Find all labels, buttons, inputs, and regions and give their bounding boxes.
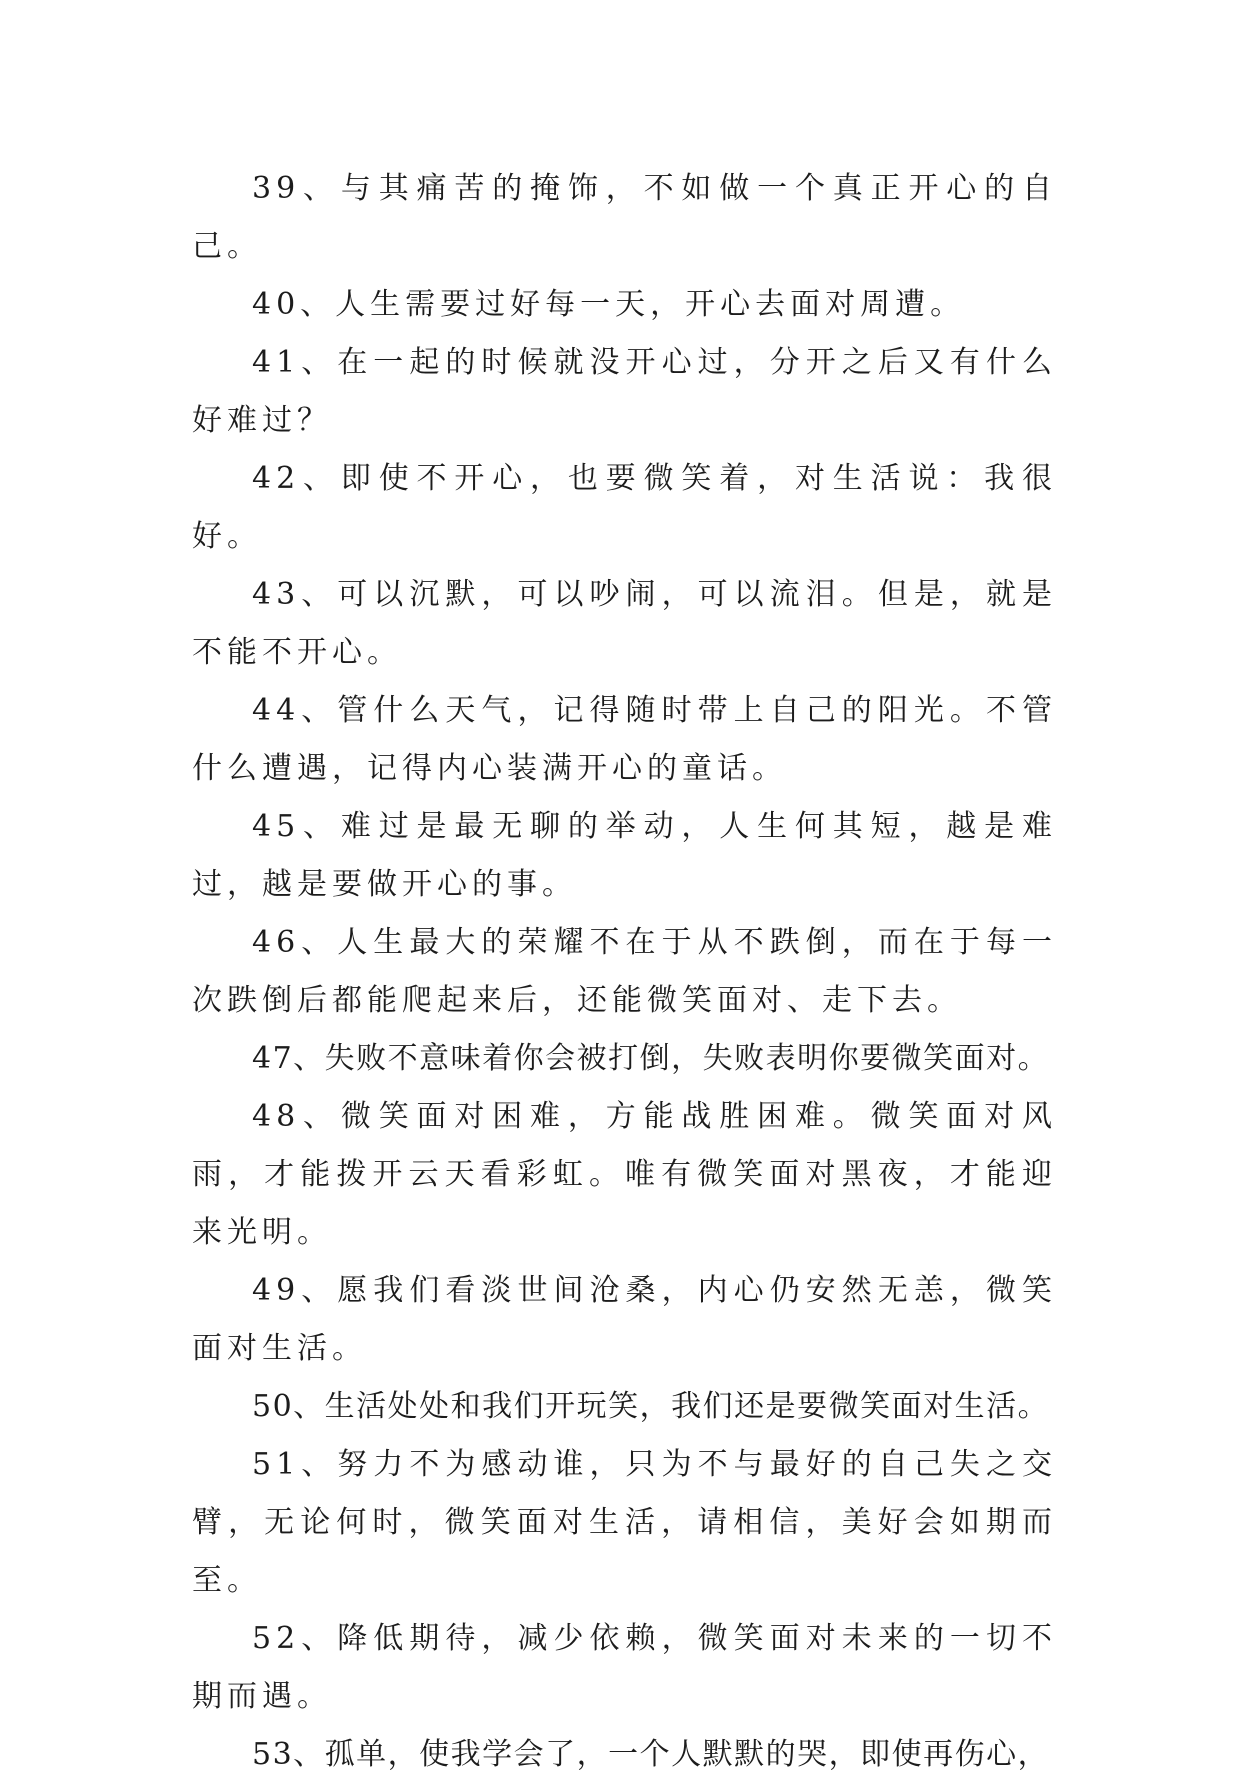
paragraph-39: 39、与其痛苦的掩饰，不如做一个真正开心的自己。 bbox=[192, 171, 1057, 264]
paragraph-49: 49、愿我们看淡世间沧桑，内心仍安然无恙，微笑面对生活。 bbox=[192, 1273, 1057, 1366]
paragraph-40: 40、人生需要过好每一天，开心去面对周遭。 bbox=[252, 287, 966, 322]
document-body bbox=[192, 160, 1057, 1784]
paragraph-47: 47、失败不意味着你会被打倒，失败表明你要微笑面对。 bbox=[252, 1041, 1050, 1076]
paragraph-48: 48、微笑面对困难，方能战胜困难。微笑面对风雨，才能拨开云天看彩虹。唯有微笑面对黑夜，才能迎来光明。 bbox=[192, 1099, 1057, 1250]
paragraph-43: 43、可以沉默，可以吵闹，可以流泪。但是，就是不能不开心。 bbox=[192, 577, 1057, 670]
paragraph-42: 42、即使不开心，也要微笑着，对生活说：我很好。 bbox=[192, 461, 1057, 554]
paragraph-51: 51、努力不为感动谁，只为不与最好的自己失之交臂，无论何时，微笑面对生活，请相信，美好会如期而至。 bbox=[192, 1447, 1057, 1598]
paragraph-44: 44、管什么天气，记得随时带上自己的阳光。不管什么遭遇，记得内心装满开心的童话。 bbox=[192, 693, 1057, 786]
paragraph-45: 45、难过是最无聊的举动，人生何其短，越是难过，越是要做开心的事。 bbox=[192, 809, 1057, 902]
paragraph-52: 52、降低期待，减少依赖，微笑面对未来的一切不期而遇。 bbox=[192, 1621, 1057, 1714]
paragraph-50: 50、生活处处和我们开玩笑，我们还是要微笑面对生活。 bbox=[252, 1389, 1050, 1424]
paragraph-41: 41、在一起的时候就没开心过，分开之后又有什么好难过？ bbox=[192, 345, 1057, 438]
paragraph-53: 53、孤单，使我学会了，一个人默默的哭，即使再伤心， bbox=[252, 1737, 1050, 1772]
paragraph-46: 46、人生最大的荣耀不在于从不跌倒，而在于每一次跌倒后都能爬起来后，还能微笑面对、走下去。 bbox=[192, 925, 1057, 1018]
